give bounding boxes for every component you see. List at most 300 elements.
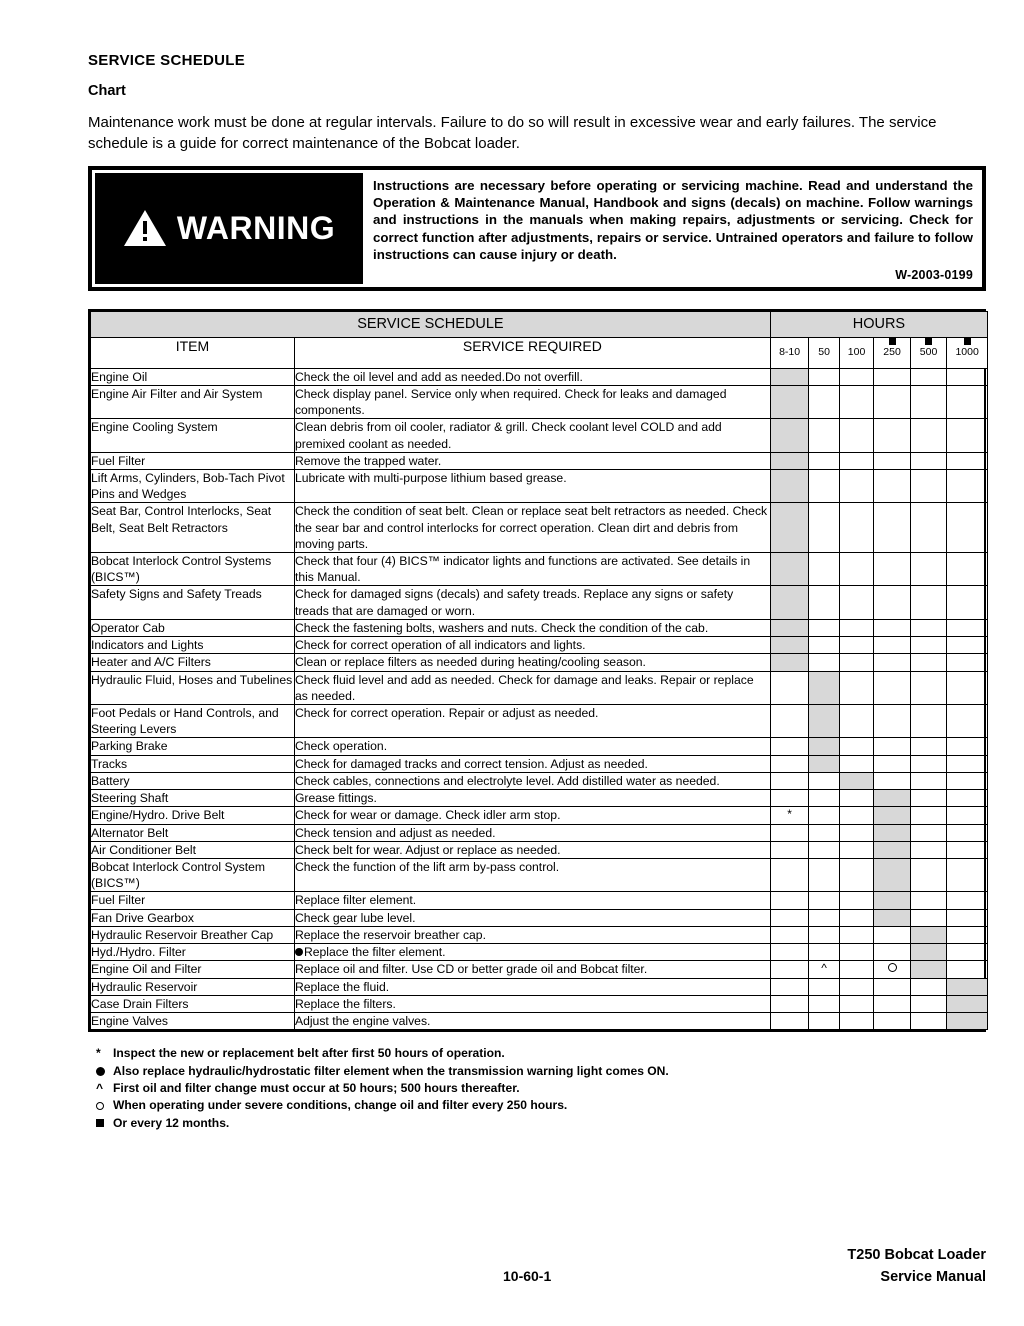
page-number: 10-60-1 <box>503 1268 552 1284</box>
table-row <box>91 824 988 841</box>
hours-cell-250 <box>874 926 911 943</box>
hours-cell-500 <box>910 469 947 502</box>
hours-cell-100 <box>839 619 873 636</box>
hours-cell-50 <box>809 892 839 909</box>
page-title: SERVICE SCHEDULE <box>88 52 246 69</box>
open-circle-marker-icon <box>888 963 897 972</box>
table-row <box>91 841 988 858</box>
service-schedule-table <box>90 311 988 1031</box>
hours-cell-8-10 <box>770 368 809 385</box>
hours-cell-500 <box>910 619 947 636</box>
hours-cell-250 <box>874 772 911 789</box>
hours-cell-250 <box>874 368 911 385</box>
hours-cell-1000 <box>947 452 988 469</box>
table-row <box>91 368 988 385</box>
hours-cell-8-10 <box>770 858 809 891</box>
hours-cell-100 <box>839 824 873 841</box>
column-header-hours-250: 250 <box>874 337 911 368</box>
hours-cell-1000 <box>947 503 988 553</box>
table-row <box>91 637 988 654</box>
hours-cell-1000 <box>947 892 988 909</box>
row-item-cell: Engine/Hydro. Drive Belt <box>91 807 295 824</box>
row-item-cell: Foot Pedals or Hand Controls, and Steering Levers <box>91 705 295 738</box>
hours-cell-500 <box>910 368 947 385</box>
manual-line-1: T250 Bobcat Loader <box>847 1247 986 1263</box>
hours-cell-100 <box>839 772 873 789</box>
hours-cell-8-10 <box>770 671 809 704</box>
row-service-cell: Replace oil and filter. Use CD or better grade oil and Bobcat filter. <box>294 961 770 978</box>
hours-cell-250 <box>874 892 911 909</box>
hours-cell-250 <box>874 807 911 824</box>
hours-cell-250 <box>874 654 911 671</box>
row-service-cell: Check that four (4) BICS™ indicator lights and functions are activated. See details in this Manual. <box>294 553 770 586</box>
row-item-cell: Engine Oil and Filter <box>91 961 295 978</box>
hours-cell-1000 <box>947 841 988 858</box>
footnote-black-square-icon <box>96 1115 113 1132</box>
row-service-cell: Check tension and adjust as needed. <box>294 824 770 841</box>
row-service-cell: Replace the filters. <box>294 995 770 1012</box>
row-service-cell: Check display panel. Service only when required. Check for leaks and damaged components. <box>294 385 770 418</box>
hours-cell-1000 <box>947 586 988 619</box>
hours-cell-250 <box>874 671 911 704</box>
hours-cell-50 <box>809 586 839 619</box>
row-item-cell: Hydraulic Fluid, Hoses and Tubelines <box>91 671 295 704</box>
row-item-cell: Seat Bar, Control Interlocks, Seat Belt, Seat Belt Retractors <box>91 503 295 553</box>
manual-line-2: Service Manual <box>880 1268 986 1285</box>
row-item-cell: Bobcat Interlock Control Systems (BICS™) <box>91 553 295 586</box>
footnote-text: Or every 12 months. <box>113 1115 230 1130</box>
footnote-text: First oil and filter change must occur at 50 hours; 500 hours thereafter. <box>113 1080 520 1095</box>
hours-cell-8-10 <box>770 637 809 654</box>
hours-cell-1000 <box>947 637 988 654</box>
row-service-cell <box>294 944 770 961</box>
hours-cell-50 <box>809 553 839 586</box>
warning-label: WARNING <box>176 209 336 246</box>
row-service-cell: Check for correct operation of all indicators and lights. <box>294 637 770 654</box>
hours-cell-8-10: * <box>770 807 809 824</box>
hours-cell-250 <box>874 705 911 738</box>
row-item-cell: Fan Drive Gearbox <box>91 909 295 926</box>
hours-cell-500 <box>910 824 947 841</box>
hours-cell-8-10 <box>770 738 809 755</box>
hours-cell-1000 <box>947 619 988 636</box>
hours-cell-500 <box>910 807 947 824</box>
row-service-cell: Check the oil level and add as needed.Do not overfill. <box>294 368 770 385</box>
hours-cell-50 <box>809 824 839 841</box>
hours-cell-100 <box>839 807 873 824</box>
hours-cell-8-10 <box>770 772 809 789</box>
hours-cell-1000 <box>947 807 988 824</box>
hours-cell-500 <box>910 995 947 1012</box>
hours-cell-100 <box>839 671 873 704</box>
footnote-text: Also replace hydraulic/hydrostatic filter element when the transmission warning light comes ON. <box>113 1063 669 1078</box>
row-item-cell: Engine Valves <box>91 1012 295 1029</box>
warning-triangle-icon <box>123 209 167 247</box>
footnote-item <box>96 1063 986 1080</box>
row-service-cell: Check gear lube level. <box>294 909 770 926</box>
hours-cell-250 <box>874 995 911 1012</box>
footnote-text: When operating under severe conditions, change oil and filter every 250 hours. <box>113 1098 568 1113</box>
hours-cell-500 <box>910 772 947 789</box>
page-footer <box>88 1245 986 1293</box>
table-column-header-row <box>91 337 988 368</box>
hours-cell-250 <box>874 586 911 619</box>
hours-cell-1000 <box>947 705 988 738</box>
column-header-item: ITEM <box>91 337 295 368</box>
hours-cell-250 <box>874 978 911 995</box>
hours-cell-500 <box>910 705 947 738</box>
hours-cell-100 <box>839 637 873 654</box>
table-body <box>91 368 988 1030</box>
hours-cell-8-10 <box>770 654 809 671</box>
hours-cell-8-10 <box>770 469 809 502</box>
table-row <box>91 469 988 502</box>
hours-cell-50 <box>809 755 839 772</box>
hours-cell-8-10 <box>770 961 809 978</box>
table-row <box>91 738 988 755</box>
hours-cell-100 <box>839 654 873 671</box>
hours-cell-8-10 <box>770 385 809 418</box>
hours-cell-8-10 <box>770 705 809 738</box>
hours-cell-100 <box>839 368 873 385</box>
row-item-cell: Fuel Filter <box>91 892 295 909</box>
hours-cell-50 <box>809 385 839 418</box>
page-content <box>88 52 986 1132</box>
footnote-item <box>96 1097 986 1114</box>
hours-cell-50 <box>809 619 839 636</box>
hours-cell-100 <box>839 790 873 807</box>
table-row <box>91 755 988 772</box>
hours-cell-50 <box>809 503 839 553</box>
hours-cell-8-10 <box>770 892 809 909</box>
hours-cell-250 <box>874 385 911 418</box>
hours-cell-1000 <box>947 944 988 961</box>
hours-cell-8-10 <box>770 944 809 961</box>
row-item-cell: Lift Arms, Cylinders, Bob-Tach Pivot Pins and Wedges <box>91 469 295 502</box>
hours-cell-1000 <box>947 995 988 1012</box>
hours-cell-50 <box>809 978 839 995</box>
table-row <box>91 978 988 995</box>
hours-cell-100 <box>839 755 873 772</box>
row-service-cell: Check cables, connections and electrolyte level. Add distilled water as needed. <box>294 772 770 789</box>
hours-cell-8-10 <box>770 553 809 586</box>
row-item-cell: Fuel Filter <box>91 452 295 469</box>
table-row <box>91 790 988 807</box>
table-row <box>91 419 988 452</box>
hours-cell-250 <box>874 909 911 926</box>
column-header-hours-50: 50 <box>809 337 839 368</box>
footnotes-list <box>96 1045 986 1132</box>
hours-cell-8-10 <box>770 790 809 807</box>
row-item-cell: Alternator Belt <box>91 824 295 841</box>
row-item-cell: Hyd./Hydro. Filter <box>91 944 295 961</box>
hours-cell-50 <box>809 469 839 502</box>
hours-cell-50: ^ <box>809 961 839 978</box>
row-service-text: Replace the filter element. <box>303 945 446 960</box>
hours-cell-1000 <box>947 909 988 926</box>
hours-cell-100 <box>839 961 873 978</box>
hours-cell-50 <box>809 944 839 961</box>
table-row <box>91 1012 988 1029</box>
hours-cell-250 <box>874 755 911 772</box>
hours-cell-250 <box>874 841 911 858</box>
hours-cell-250 <box>874 1012 911 1029</box>
warning-label-block <box>95 173 363 284</box>
row-service-cell: Adjust the engine valves. <box>294 1012 770 1029</box>
hours-cell-50 <box>809 368 839 385</box>
group-header-hours: HOURS <box>770 311 987 337</box>
hours-cell-250 <box>874 503 911 553</box>
black-square-marker-icon <box>964 338 971 345</box>
column-header-service-required: SERVICE REQUIRED <box>294 337 770 368</box>
table-row <box>91 654 988 671</box>
column-header-hours-100: 100 <box>839 337 873 368</box>
row-service-cell: Remove the trapped water. <box>294 452 770 469</box>
filled-circle-marker-icon <box>295 948 303 956</box>
table-row <box>91 909 988 926</box>
service-schedule-table-wrapper <box>88 309 986 1033</box>
hours-cell-8-10 <box>770 755 809 772</box>
black-square-marker-icon <box>925 338 932 345</box>
hours-cell-100 <box>839 909 873 926</box>
hours-cell-8-10 <box>770 419 809 452</box>
hours-cell-500 <box>910 385 947 418</box>
hours-cell-50 <box>809 637 839 654</box>
hours-cell-50 <box>809 995 839 1012</box>
hours-cell-8-10 <box>770 995 809 1012</box>
hours-cell-250 <box>874 961 911 978</box>
hours-cell-50 <box>809 671 839 704</box>
hours-cell-100 <box>839 858 873 891</box>
hours-cell-1000 <box>947 772 988 789</box>
table-row <box>91 961 988 978</box>
hours-cell-500 <box>910 755 947 772</box>
row-service-cell: Check for damaged tracks and correct tension. Adjust as needed. <box>294 755 770 772</box>
row-service-cell: Check for correct operation. Repair or adjust as needed. <box>294 705 770 738</box>
hours-cell-8-10 <box>770 909 809 926</box>
table-row <box>91 671 988 704</box>
hours-cell-8-10 <box>770 619 809 636</box>
column-header-hours-500: 500 <box>910 337 947 368</box>
hours-cell-250 <box>874 419 911 452</box>
hours-cell-500 <box>910 586 947 619</box>
table-row <box>91 385 988 418</box>
footnote-text-marker: * <box>96 1046 101 1061</box>
table-row <box>91 807 988 824</box>
hours-cell-8-10 <box>770 824 809 841</box>
hours-cell-8-10 <box>770 841 809 858</box>
hours-cell-250 <box>874 637 911 654</box>
row-item-cell: Steering Shaft <box>91 790 295 807</box>
table-row <box>91 586 988 619</box>
hours-cell-1000 <box>947 790 988 807</box>
row-service-cell: Replace the reservoir breather cap. <box>294 926 770 943</box>
table-row <box>91 772 988 789</box>
hours-cell-250 <box>874 858 911 891</box>
hours-cell-50 <box>809 738 839 755</box>
hours-cell-500 <box>910 654 947 671</box>
table-row <box>91 503 988 553</box>
table-group-header-row <box>91 311 988 337</box>
row-service-cell: Check the fastening bolts, washers and nuts. Check the condition of the cab. <box>294 619 770 636</box>
hours-cell-500 <box>910 503 947 553</box>
warning-body: Instructions are necessary before operating or servicing machine. Read and understand the Operation & Maintenance Manual, Handbook and signs (decals) on machine. Follow warnings and instructions in the manuals when making repairs, adjustments or servicing. Check for correct function after adjustments, repairs or service. Untrained operators and failure to follow instructions can cause injury or death. <box>373 177 973 263</box>
row-service-cell: Check for wear or damage. Check idler arm stop. <box>294 807 770 824</box>
hours-cell-50 <box>809 926 839 943</box>
hours-cell-50 <box>809 909 839 926</box>
table-row <box>91 892 988 909</box>
column-header-hours-8-10: 8-10 <box>770 337 809 368</box>
group-header-service-schedule: SERVICE SCHEDULE <box>91 311 771 337</box>
hours-cell-500 <box>910 944 947 961</box>
hours-cell-1000 <box>947 654 988 671</box>
hours-cell-50 <box>809 790 839 807</box>
hours-cell-250 <box>874 469 911 502</box>
hours-cell-1000 <box>947 926 988 943</box>
hours-cell-100 <box>839 553 873 586</box>
hours-cell-50 <box>809 419 839 452</box>
row-service-cell: Grease fittings. <box>294 790 770 807</box>
hours-cell-1000 <box>947 738 988 755</box>
hours-cell-8-10 <box>770 503 809 553</box>
hours-cell-100 <box>839 841 873 858</box>
hours-cell-500 <box>910 892 947 909</box>
row-service-cell: Replace filter element. <box>294 892 770 909</box>
row-item-cell: Hydraulic Reservoir <box>91 978 295 995</box>
hours-cell-500 <box>910 738 947 755</box>
hours-cell-500 <box>910 419 947 452</box>
row-item-cell: Bobcat Interlock Control System (BICS™) <box>91 858 295 891</box>
sub-title: Chart <box>88 83 126 99</box>
hours-cell-250 <box>874 452 911 469</box>
row-service-cell: Check belt for wear. Adjust or replace as needed. <box>294 841 770 858</box>
hours-cell-500 <box>910 841 947 858</box>
row-service-cell: Check the condition of seat belt. Clean or replace seat belt retractors as needed. Check the sear bar and control interlocks for correct operation. Clean dirt and debris from moving parts. <box>294 503 770 553</box>
hours-cell-50 <box>809 858 839 891</box>
hours-cell-100 <box>839 586 873 619</box>
column-header-hours-1000: 1000 <box>947 337 988 368</box>
footnote-item <box>96 1080 986 1097</box>
hours-cell-100 <box>839 738 873 755</box>
hours-cell-500 <box>910 790 947 807</box>
hours-cell-50 <box>809 807 839 824</box>
row-item-cell: Engine Oil <box>91 368 295 385</box>
hours-cell-500 <box>910 553 947 586</box>
hours-cell-1000 <box>947 385 988 418</box>
hours-cell-500 <box>910 978 947 995</box>
intro-paragraph: Maintenance work must be done at regular intervals. Failure to do so will result in excessive wear and early failures. The service schedule is a guide for correct maintenance of the Bobcat loader. <box>88 114 937 153</box>
hours-cell-500 <box>910 961 947 978</box>
table-row <box>91 705 988 738</box>
warning-code: W-2003-0199 <box>895 267 973 282</box>
hours-cell-250 <box>874 738 911 755</box>
row-service-cell: Check for damaged signs (decals) and safety treads. Replace any signs or safety treads that are damaged or worn. <box>294 586 770 619</box>
hours-cell-500 <box>910 637 947 654</box>
manual-identifier <box>847 1245 986 1289</box>
hours-cell-1000 <box>947 368 988 385</box>
hours-cell-1000 <box>947 755 988 772</box>
table-row <box>91 995 988 1012</box>
row-item-cell: Engine Air Filter and Air System <box>91 385 295 418</box>
hours-cell-8-10 <box>770 1012 809 1029</box>
hours-cell-100 <box>839 469 873 502</box>
hours-cell-100 <box>839 926 873 943</box>
hours-cell-250 <box>874 824 911 841</box>
table-row <box>91 944 988 961</box>
hours-cell-500 <box>910 1012 947 1029</box>
row-service-cell: Lubricate with multi-purpose lithium based grease. <box>294 469 770 502</box>
hours-cell-500 <box>910 926 947 943</box>
row-item-cell: Indicators and Lights <box>91 637 295 654</box>
hours-cell-100 <box>839 995 873 1012</box>
hours-cell-50 <box>809 841 839 858</box>
hours-cell-1000 <box>947 978 988 995</box>
table-row <box>91 452 988 469</box>
hours-cell-8-10 <box>770 978 809 995</box>
hours-cell-250 <box>874 944 911 961</box>
warning-text-block <box>363 173 979 284</box>
hours-cell-50 <box>809 452 839 469</box>
row-item-cell: Case Drain Filters <box>91 995 295 1012</box>
footnote-filled-circle-icon <box>96 1063 113 1080</box>
row-item-cell: Air Conditioner Belt <box>91 841 295 858</box>
row-service-cell: Replace the fluid. <box>294 978 770 995</box>
footnote-text: Inspect the new or replacement belt after first 50 hours of operation. <box>113 1046 505 1061</box>
hours-cell-50 <box>809 705 839 738</box>
hours-cell-8-10 <box>770 586 809 619</box>
hours-cell-1000 <box>947 469 988 502</box>
row-service-cell: Check the function of the lift arm by-pass control. <box>294 858 770 891</box>
row-item-cell: Heater and A/C Filters <box>91 654 295 671</box>
table-head <box>91 311 988 368</box>
hours-cell-1000 <box>947 419 988 452</box>
table-row <box>91 619 988 636</box>
row-item-cell: Hydraulic Reservoir Breather Cap <box>91 926 295 943</box>
hours-cell-1000 <box>947 858 988 891</box>
row-service-cell: Clean debris from oil cooler, radiator & grill. Check coolant level COLD and add premixed coolant as needed. <box>294 419 770 452</box>
hours-cell-250 <box>874 790 911 807</box>
hours-cell-100 <box>839 385 873 418</box>
hours-cell-1000 <box>947 824 988 841</box>
row-item-cell: Parking Brake <box>91 738 295 755</box>
hours-cell-50 <box>809 1012 839 1029</box>
table-row <box>91 926 988 943</box>
hours-cell-500 <box>910 909 947 926</box>
hours-cell-100 <box>839 944 873 961</box>
hours-cell-1000 <box>947 961 988 978</box>
hours-cell-100 <box>839 452 873 469</box>
hours-cell-100 <box>839 419 873 452</box>
hours-cell-100 <box>839 705 873 738</box>
hours-cell-100 <box>839 978 873 995</box>
footnote-item <box>96 1045 986 1062</box>
hours-cell-1000 <box>947 1012 988 1029</box>
hours-cell-50 <box>809 772 839 789</box>
hours-cell-100 <box>839 503 873 553</box>
footnote-item <box>96 1115 986 1132</box>
row-item-cell: Engine Cooling System <box>91 419 295 452</box>
hours-cell-500 <box>910 452 947 469</box>
hours-cell-250 <box>874 619 911 636</box>
row-service-cell: Check fluid level and add as needed. Check for damage and leaks. Repair or replace as needed. <box>294 671 770 704</box>
hours-cell-500 <box>910 858 947 891</box>
hours-cell-8-10 <box>770 452 809 469</box>
hours-cell-500 <box>910 671 947 704</box>
hours-cell-1000 <box>947 553 988 586</box>
hours-cell-8-10 <box>770 926 809 943</box>
hours-cell-250 <box>874 553 911 586</box>
footnote-text-marker: ^ <box>96 1080 104 1095</box>
